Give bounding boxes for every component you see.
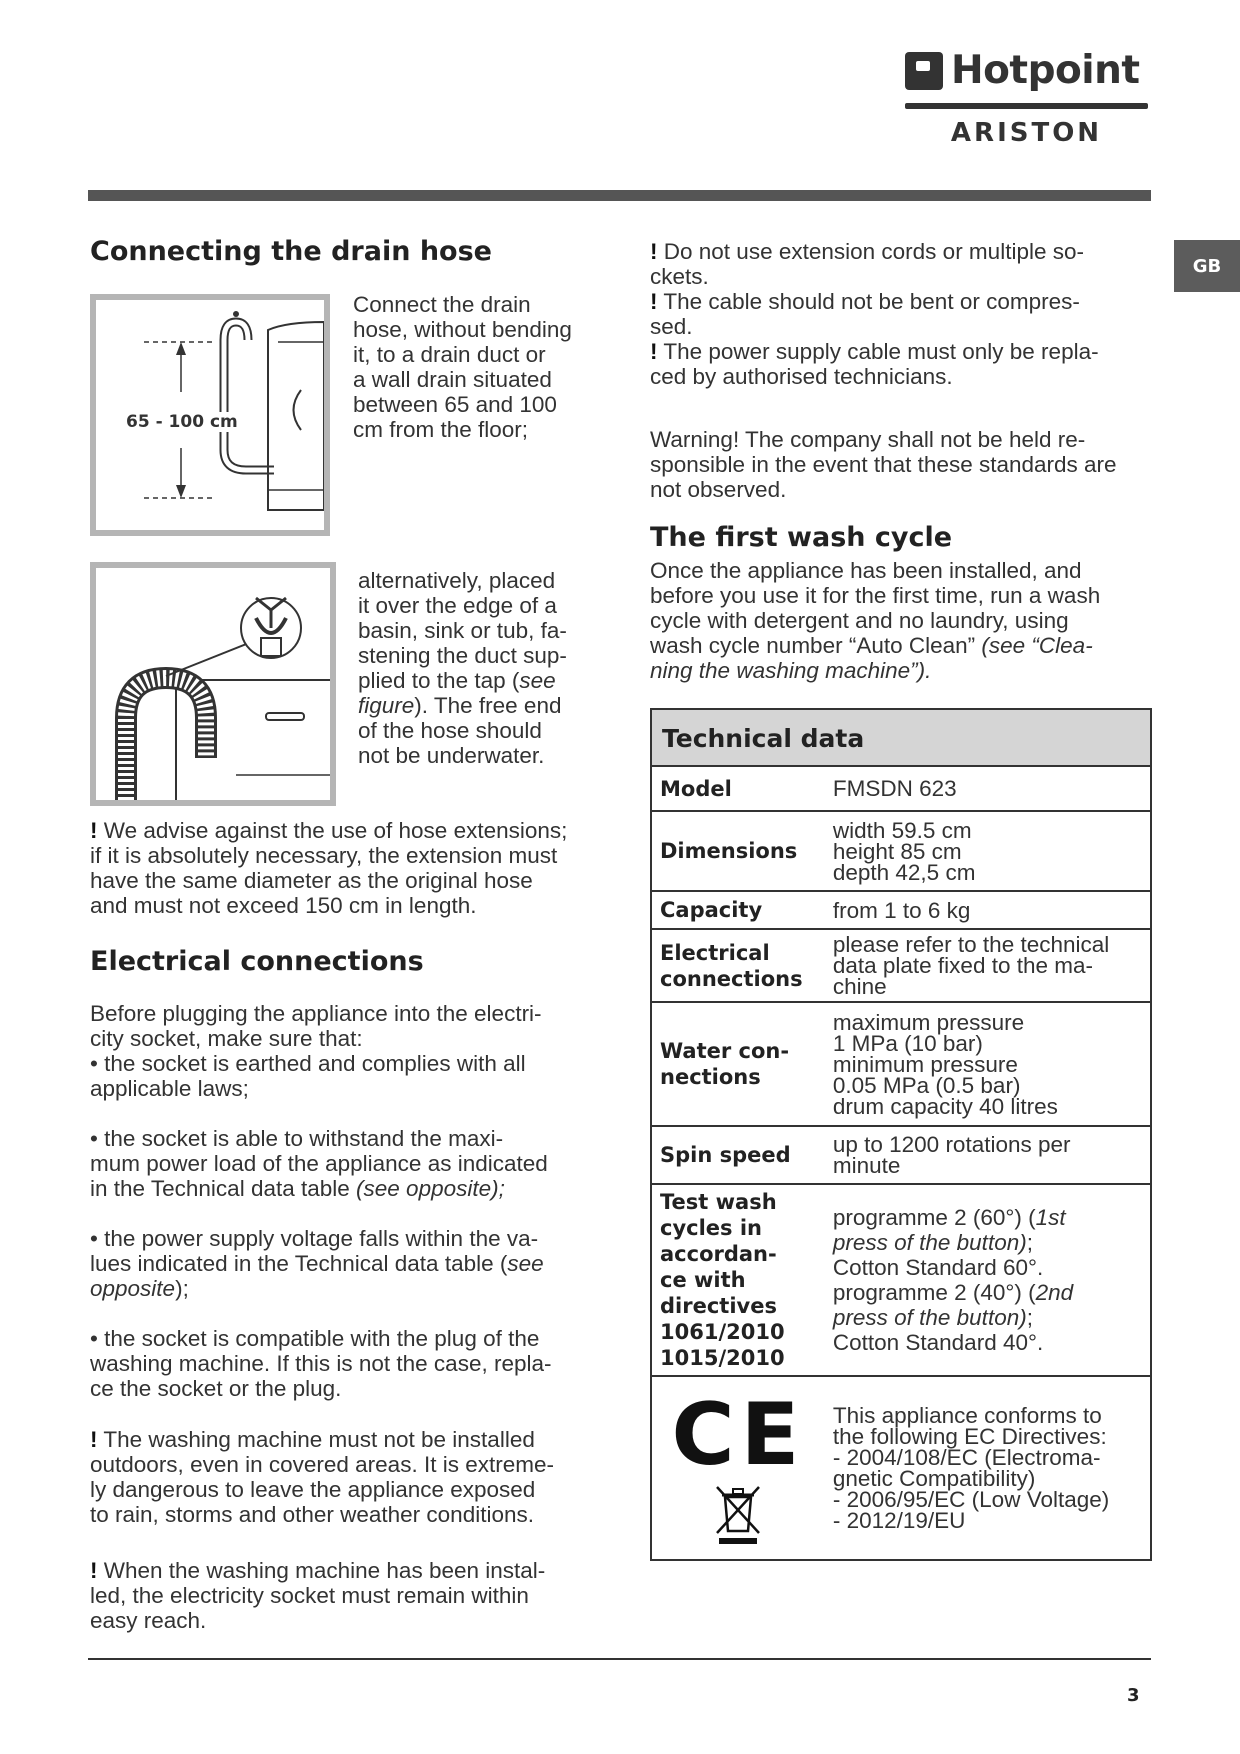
text-line: of the hose should (358, 718, 542, 743)
text-line: mum power load of the appliance as indicated (90, 1151, 548, 1176)
header-rule (88, 190, 1151, 201)
text-line: 1061/2010 (660, 1320, 785, 1344)
text-fragment: see (507, 1251, 544, 1276)
water-value (825, 1002, 1151, 1126)
brand-sub: ARISTON (950, 118, 1103, 148)
cable-notes (650, 239, 1160, 389)
text-fragment: ). The free end (414, 693, 562, 718)
text-line: before you use it for the first time, run a wash (650, 583, 1101, 608)
text-fragment: press of the button) (832, 1230, 1027, 1255)
text-line: drum capacity 40 litres (832, 1093, 1058, 1119)
test-wash-label (651, 1184, 825, 1376)
text-fragment: The power supply cable must only be repla- (663, 339, 1099, 364)
text-fragment: wash cycle number “Auto Clean” (650, 633, 982, 658)
capacity-value: from 1 to 6 kg (825, 891, 1151, 929)
text-line: outdoors, even in covered areas. It is extreme- (90, 1452, 554, 1477)
spin-label: Spin speed (651, 1126, 825, 1184)
text-line: ce the socket or the plug. (90, 1376, 342, 1401)
text-line: ced by authorised technicians. (650, 364, 953, 389)
page-number: 3 (1127, 1685, 1140, 1706)
weee-bin-icon (713, 1483, 763, 1545)
text-line: Warning! The company shall not be held re- (650, 427, 1086, 452)
text-line: the following EC Directives: (832, 1424, 1107, 1449)
text-line: if it is absolutely necessary, the extension must (90, 843, 558, 868)
table-row (651, 766, 1151, 811)
warning-mark: ! (90, 818, 98, 843)
text-line: between 65 and 100 (353, 392, 557, 417)
text-line: • the socket is able to withstand the maxi- (90, 1126, 504, 1151)
text-fragment: in the Technical data table (90, 1176, 357, 1201)
warning-mark: ! (90, 1427, 98, 1452)
text-line (90, 1427, 610, 1452)
text-fragment: (see opposite); (356, 1176, 505, 1201)
drain-title: Connecting the drain hose (90, 236, 492, 267)
text-line: sponsible in the event that these standards are (650, 452, 1117, 477)
text-line: Connect the drain (353, 292, 531, 317)
electrical-title: Electrical connections (90, 946, 424, 977)
text-line: it over the edge of a (358, 593, 557, 618)
text-line (833, 1305, 1142, 1330)
text-line (650, 658, 1160, 683)
text-fragment: Do not use extension cords or multiple so- (663, 239, 1084, 264)
table-row (651, 1002, 1151, 1126)
text-line: minute (832, 1153, 901, 1178)
table-row (651, 929, 1151, 1002)
text-line: 1015/2010 (660, 1346, 785, 1370)
text-fragment: ); (175, 1276, 189, 1301)
technical-data-title: Technical data (651, 709, 1151, 766)
text-line: cm from the floor; (353, 417, 529, 442)
text-fragment: The cable should not be bent or compres- (663, 289, 1080, 314)
drain-para-1 (353, 292, 603, 442)
drain-para-2 (358, 568, 608, 768)
text-line: data plate fixed to the ma- (832, 953, 1093, 978)
text-line: - 2006/95/EC (Low Voltage) (832, 1487, 1110, 1512)
text-line: gnetic Compatibility) (832, 1466, 1036, 1491)
text-line: This appliance conforms to (832, 1403, 1102, 1428)
text-line (650, 289, 1160, 314)
text-line: stening the duct sup- (358, 643, 567, 668)
footer-rule (88, 1658, 1151, 1660)
text-line (90, 1558, 610, 1583)
brand-logo (905, 48, 1150, 148)
text-line: 1 MPa (10 bar) (832, 1030, 983, 1056)
text-line: • the socket is compatible with the plug of the (90, 1326, 540, 1351)
text-line: a wall drain situated (353, 367, 552, 392)
table-row (651, 811, 1151, 891)
text-line: and must not exceed 150 cm in length. (90, 893, 477, 918)
text-line: to rain, storms and other weather conditions. (90, 1502, 534, 1527)
socket-reach-warning (90, 1558, 610, 1633)
text-line: ckets. (650, 264, 709, 289)
text-fragment: figure (358, 693, 415, 718)
text-line: applicable laws; (90, 1076, 249, 1101)
table-row (651, 891, 1151, 929)
text-line: Water con- (660, 1039, 790, 1063)
outdoor-warning (90, 1427, 610, 1527)
text-line: • the power supply voltage falls within the va- (90, 1226, 539, 1251)
text-line (650, 339, 1160, 364)
text-fragment: opposite (90, 1276, 176, 1301)
electrical-bullet-2 (90, 1126, 610, 1201)
drain-basin-figure (90, 562, 336, 806)
text-line: led, the electricity socket must remain within (90, 1583, 529, 1608)
electrical-value (825, 929, 1151, 1002)
text-line: ce with (660, 1268, 746, 1292)
table-row (651, 1126, 1151, 1184)
warning-mark: ! (650, 339, 658, 364)
text-line: width 59.5 cm (832, 817, 972, 843)
electrical-bullet-3 (90, 1226, 610, 1301)
drain-basin-illustration (96, 568, 330, 800)
text-fragment: press of the button) (832, 1305, 1027, 1330)
text-fragment: When the washing machine has been instal- (103, 1558, 546, 1583)
text-line (833, 1205, 1142, 1230)
text-fragment: 2nd (1035, 1280, 1074, 1305)
dimensions-value (825, 811, 1151, 891)
logo-divider (905, 103, 1148, 109)
text-line: 0.05 MPa (0.5 bar) (832, 1072, 1021, 1098)
hotpoint-logo-icon (905, 52, 943, 90)
text-line (90, 818, 610, 843)
text-line: Cotton Standard 40°. (832, 1330, 1044, 1355)
text-line: not be underwater. (358, 743, 545, 768)
text-line (358, 693, 608, 718)
capacity-label: Capacity (651, 891, 825, 929)
text-line: Once the appliance has been installed, and (650, 558, 1082, 583)
ce-mark-icon: CE (671, 1385, 806, 1485)
text-line: basin, sink or tub, fa- (358, 618, 567, 643)
text-line: washing machine. If this is not the case, repla- (90, 1351, 552, 1376)
hose-extension-note (90, 818, 610, 918)
text-line (650, 633, 1160, 658)
brand-name: Hotpoint (951, 48, 1140, 93)
text-line: city socket, make sure that: (90, 1026, 363, 1051)
text-fragment: lues indicated in the Technical data table ( (90, 1251, 508, 1276)
dimensions-label: Dimensions (651, 811, 825, 891)
model-value: FMSDN 623 (825, 766, 1151, 811)
conformity-marks (651, 1376, 825, 1560)
text-line: not observed. (650, 477, 787, 502)
electrical-label (651, 929, 825, 1002)
text-line: nections (660, 1065, 761, 1089)
text-line: Before plugging the appliance into the electri- (90, 1001, 542, 1026)
text-fragment: 1st (1035, 1205, 1066, 1230)
text-line: Test wash (660, 1190, 777, 1214)
text-fragment: see (519, 668, 556, 693)
table-row (651, 1376, 1151, 1560)
text-line: please refer to the technical (832, 932, 1110, 957)
text-line: chine (832, 974, 887, 999)
warning-mark: ! (650, 239, 658, 264)
warning-mark: ! (650, 289, 658, 314)
text-line: Electrical (660, 940, 770, 965)
text-line: connections (660, 966, 803, 991)
text-line (358, 668, 608, 693)
text-line (833, 1280, 1142, 1305)
company-warning (650, 427, 1160, 502)
text-line: sed. (650, 314, 693, 339)
warning-mark: ! (90, 1558, 98, 1583)
text-fragment: ; (1026, 1305, 1033, 1330)
first-wash-title: The first wash cycle (650, 522, 953, 553)
text-line: have the same diameter as the original hose (90, 868, 533, 893)
text-line: cycles in (660, 1216, 762, 1240)
model-label: Model (651, 766, 825, 811)
text-line: maximum pressure (832, 1009, 1025, 1035)
text-line: easy reach. (90, 1608, 207, 1633)
conformity-value (825, 1376, 1151, 1560)
text-line (90, 1276, 610, 1301)
text-line: • the socket is earthed and complies with all (90, 1051, 526, 1076)
text-line (90, 1176, 610, 1201)
text-line: ly dangerous to leave the appliance exposed (90, 1477, 536, 1502)
text-fragment: ning the washing machine”). (650, 658, 932, 683)
text-line: hose, without bending (353, 317, 572, 342)
text-line: cycle with detergent and no laundry, using (650, 608, 1069, 633)
text-line: - 2012/19/EU (832, 1508, 966, 1533)
test-wash-value (825, 1184, 1151, 1376)
text-line: accordan- (660, 1242, 777, 1266)
language-tab: GB (1174, 240, 1240, 292)
table-row (651, 1184, 1151, 1376)
text-line: height 85 cm (832, 838, 962, 864)
text-line: it, to a drain duct or (353, 342, 546, 367)
text-line: depth 42,5 cm (832, 859, 976, 885)
drain-height-label: 65 - 100 cm (126, 412, 238, 432)
text-line (650, 239, 1160, 264)
text-line: Cotton Standard 60°. (832, 1255, 1044, 1280)
water-label (651, 1002, 825, 1126)
spin-value (825, 1126, 1151, 1184)
text-fragment: programme 2 (60°) ( (832, 1205, 1036, 1230)
text-fragment: (see “Clea- (981, 633, 1093, 658)
text-fragment: ; (1026, 1230, 1033, 1255)
text-line: alternatively, placed (358, 568, 556, 593)
text-fragment: programme 2 (40°) ( (832, 1280, 1036, 1305)
text-fragment: We advise against the use of hose extensions; (103, 818, 568, 843)
text-line (90, 1251, 610, 1276)
text-fragment: The washing machine must not be installed (103, 1427, 535, 1452)
technical-data-table (650, 708, 1152, 1561)
text-line: up to 1200 rotations per (832, 1132, 1071, 1157)
text-line: minimum pressure (832, 1051, 1018, 1077)
first-wash-text (650, 558, 1160, 683)
electrical-bullet-4 (90, 1326, 610, 1401)
text-fragment: plied to the tap ( (358, 668, 520, 693)
text-line: directives (660, 1294, 777, 1318)
text-line: - 2004/108/EC (Electroma- (832, 1445, 1101, 1470)
text-line (833, 1230, 1142, 1255)
electrical-intro (90, 1001, 610, 1101)
